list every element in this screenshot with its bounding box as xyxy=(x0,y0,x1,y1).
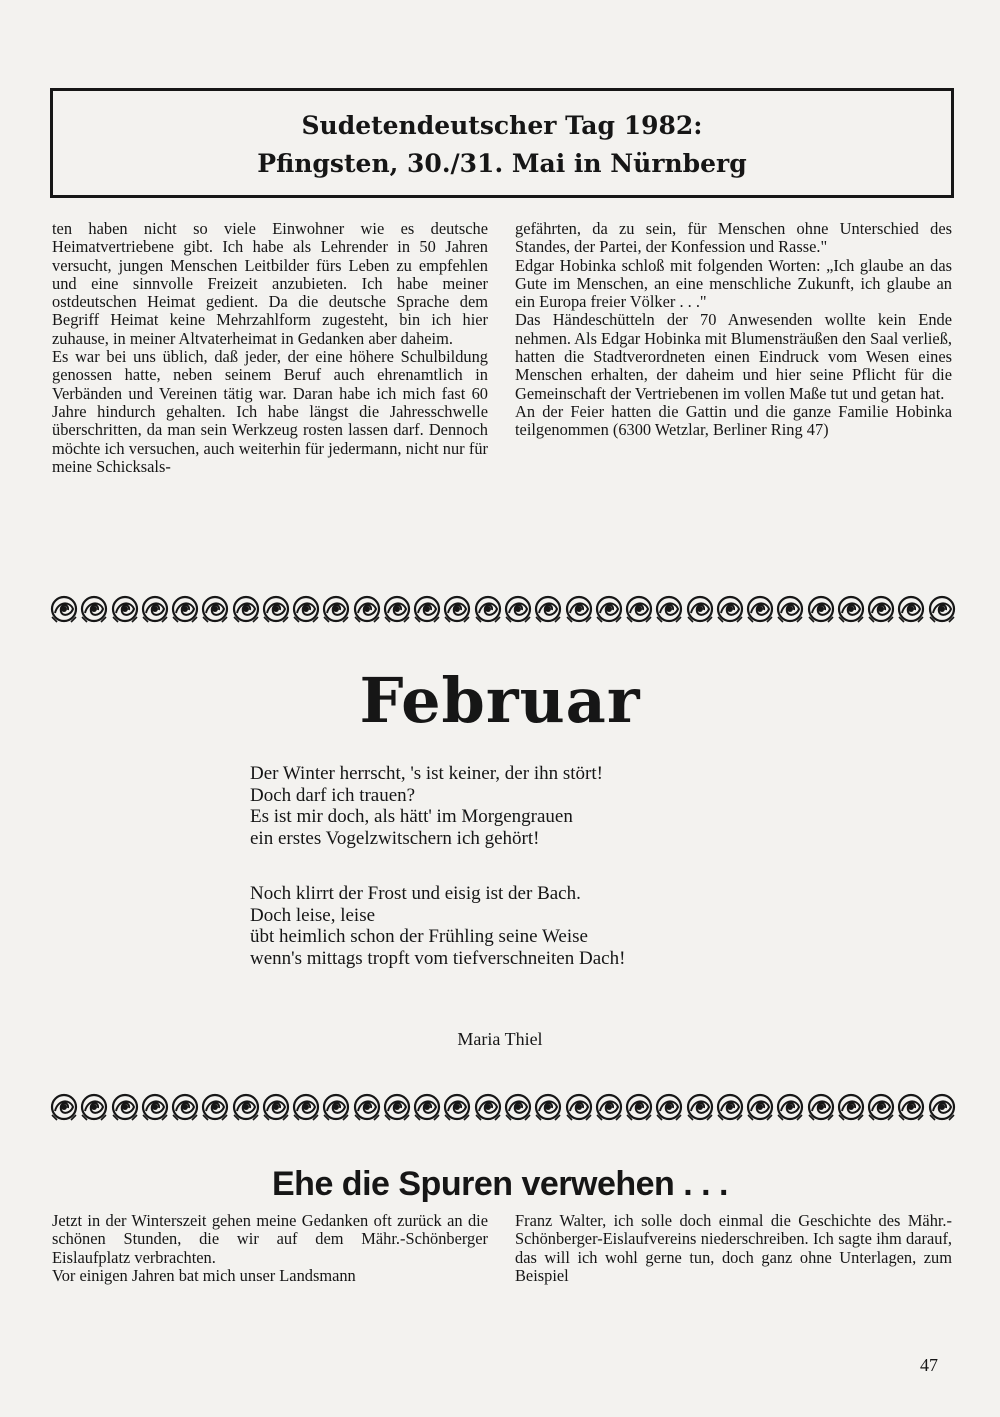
announcement-title-line-1: Sudetendeutscher Tag 1982: xyxy=(301,111,703,140)
celtic-knot-icon xyxy=(686,1093,714,1121)
celtic-knot-icon xyxy=(837,1093,865,1121)
poem-title: Februar xyxy=(359,664,641,737)
celtic-knot-icon xyxy=(534,1093,562,1121)
article1-right-column xyxy=(515,220,952,440)
celtic-knot-icon xyxy=(171,1093,199,1121)
celtic-knot-icon xyxy=(595,1093,623,1121)
celtic-knot-icon xyxy=(565,1093,593,1121)
celtic-knot-icon xyxy=(746,595,774,623)
event-announcement-box xyxy=(50,88,954,198)
celtic-knot-icon xyxy=(625,595,653,623)
celtic-knot-icon xyxy=(171,595,199,623)
celtic-knot-icon xyxy=(474,1093,502,1121)
page-number: 47 xyxy=(920,1355,938,1375)
article2-paragraph: Vor einigen Jahren bat mich unser Landsmann xyxy=(52,1265,356,1285)
article1-paragraph: An der Feier hatten die Gattin und die ganze Familie Hobinka teilgenommen (6300 Wetzlar, Berliner Ring 47) xyxy=(515,401,952,440)
celtic-knot-icon xyxy=(322,1093,350,1121)
article1-paragraph: gefährten, da zu sein, für Menschen ohne Unterschied des Standes, der Partei, der Konfession und Rasse." xyxy=(515,219,952,257)
celtic-knot-icon xyxy=(50,1093,78,1121)
poem-line: Doch leise, leise xyxy=(250,904,376,926)
celtic-knot-icon xyxy=(595,595,623,623)
celtic-knot-icon xyxy=(776,1093,804,1121)
poem-line: ein erstes Vogelzwitschern ich gehört! xyxy=(250,827,540,849)
poem-author: Maria Thiel xyxy=(457,1029,543,1049)
celtic-knot-icon xyxy=(141,1093,169,1121)
article1-paragraph: Edgar Hobinka schloß mit folgenden Worten: „Ich glaube an das Gute im Menschen, an eine menschliche Zukunft, ich glaube an ein Europa freier Völker . . ." xyxy=(515,255,952,312)
article1-paragraph: Es war bei uns üblich, daß jeder, der eine höhere Schulbildung genossen hatte, neben seinem Beruf auch ehrenamtlich in Verbänden und Vereinen tätig war. Daran habe ich mich fast 60 Jahre hindurch gehalten. Ich habe längst die Jahresschwelle überschritten, da man sein Werkzeug rosten lassen darf. Dennoch möchte ich versuchen, auch weiterhin für jedermann, nicht nur für meine Schicksals- xyxy=(52,347,488,476)
celtic-knot-icon xyxy=(141,595,169,623)
celtic-knot-icon xyxy=(716,595,744,623)
celtic-knot-icon xyxy=(111,1093,139,1121)
poem-line: Es ist mir doch, als hätt' im Morgengrauen xyxy=(250,806,573,827)
celtic-knot-icon xyxy=(897,595,925,623)
article2-paragraph: Franz Walter, ich solle doch einmal die Geschichte des Mähr.-Schönberger-Eislaufvereins niederschreiben. Ich sagte ihm darauf, das will ich wohl gerne tun, doch ganz ohne Unterlagen, zum Beispiel xyxy=(515,1211,952,1285)
celtic-knot-icon xyxy=(262,1093,290,1121)
poem-line: übt heimlich schon der Frühling seine Weise xyxy=(250,926,588,947)
poem-stanza-1 xyxy=(250,763,603,849)
article1-paragraph: Das Händeschütteln der 70 Anwesenden wollte kein Ende nehmen. Als Edgar Hobinka mit Blumensträußen den Saal verließ, hatten die Stadtverordneten einen Eindruck vom Wesen eines Menschen erhalten, der daheim und hier seine Pflicht für die Gemeinschaft der Vertriebenen im vollen Maße tut und getan hat. xyxy=(515,310,952,403)
poem-stanza-2 xyxy=(250,883,625,969)
celtic-knot-icon xyxy=(776,595,804,623)
celtic-knot-icon xyxy=(353,1093,381,1121)
celtic-knot-icon xyxy=(746,1093,774,1121)
poem-line: Der Winter herrscht, 's ist keiner, der ihn stört! xyxy=(250,763,603,784)
celtic-knot-icon xyxy=(807,1093,835,1121)
celtic-knot-icon xyxy=(928,1093,956,1121)
article1-paragraph: ten haben nicht so viele Einwohner wie es deutsche Heimatvertriebene gibt. Ich habe als Lehrender in 50 Jahren versucht, jungen Menschen Leitbilder fürs Leben zu empfehlen und eine sinnvolle Freizeit anzubieten. Ich habe meiner ostdeutschen Heimat gedient. Da die deutsche Sprache dem Begriff Heimat keine Mehrzahlform zugesteht, bin ich hier zuhause, in meiner Altvaterheimat in Gedanken aber daheim. xyxy=(52,219,488,348)
article2-title: Ehe die Spuren verwehen . . . xyxy=(272,1165,728,1203)
article2-paragraph: Jetzt in der Winterszeit gehen meine Gedanken oft zurück an die schönen Stunden, die wir auf dem Mähr.-Schönberger Eislaufplatz verbrachten. xyxy=(52,1211,488,1267)
article2-right-column xyxy=(515,1212,952,1285)
celtic-knot-icon xyxy=(201,595,229,623)
celtic-knot-icon xyxy=(655,1093,683,1121)
celtic-knot-icon xyxy=(383,595,411,623)
announcement-title-line-2: Pfingsten, 30./31. Mai in Nürnberg xyxy=(257,149,747,178)
celtic-knot-icon xyxy=(443,595,471,623)
celtic-knot-icon xyxy=(353,595,381,623)
celtic-knot-icon xyxy=(201,1093,229,1121)
celtic-knot-icon xyxy=(897,1093,925,1121)
ornament-border-top xyxy=(50,595,956,625)
celtic-knot-icon xyxy=(867,1093,895,1121)
celtic-knot-icon xyxy=(474,595,502,623)
celtic-knot-icon xyxy=(232,1093,260,1121)
article2-left-column xyxy=(52,1212,488,1285)
celtic-knot-icon xyxy=(50,595,78,623)
celtic-knot-icon xyxy=(807,595,835,623)
celtic-knot-icon xyxy=(413,1093,441,1121)
celtic-knot-icon xyxy=(837,595,865,623)
celtic-knot-icon xyxy=(655,595,683,623)
celtic-knot-icon xyxy=(867,595,895,623)
celtic-knot-icon xyxy=(928,595,956,623)
poem-line: Doch darf ich trauen? xyxy=(250,784,416,806)
celtic-knot-icon xyxy=(716,1093,744,1121)
celtic-knot-icon xyxy=(625,1093,653,1121)
poem-line: Noch klirrt der Frost und eisig ist der Bach. xyxy=(250,883,581,904)
celtic-knot-icon xyxy=(504,1093,532,1121)
celtic-knot-icon xyxy=(80,1093,108,1121)
celtic-knot-icon xyxy=(262,595,290,623)
poem-line: wenn's mittags tropft vom tiefverschneiten Dach! xyxy=(250,947,626,969)
celtic-knot-icon xyxy=(383,1093,411,1121)
celtic-knot-icon xyxy=(565,595,593,623)
ornament-border-bottom xyxy=(50,1093,956,1123)
celtic-knot-icon xyxy=(686,595,714,623)
celtic-knot-icon xyxy=(292,595,320,623)
celtic-knot-icon xyxy=(232,595,260,623)
celtic-knot-icon xyxy=(111,595,139,623)
article1-left-column xyxy=(52,220,488,476)
celtic-knot-icon xyxy=(322,595,350,623)
celtic-knot-icon xyxy=(443,1093,471,1121)
celtic-knot-icon xyxy=(80,595,108,623)
celtic-knot-icon xyxy=(292,1093,320,1121)
celtic-knot-icon xyxy=(413,595,441,623)
celtic-knot-icon xyxy=(504,595,532,623)
celtic-knot-icon xyxy=(534,595,562,623)
